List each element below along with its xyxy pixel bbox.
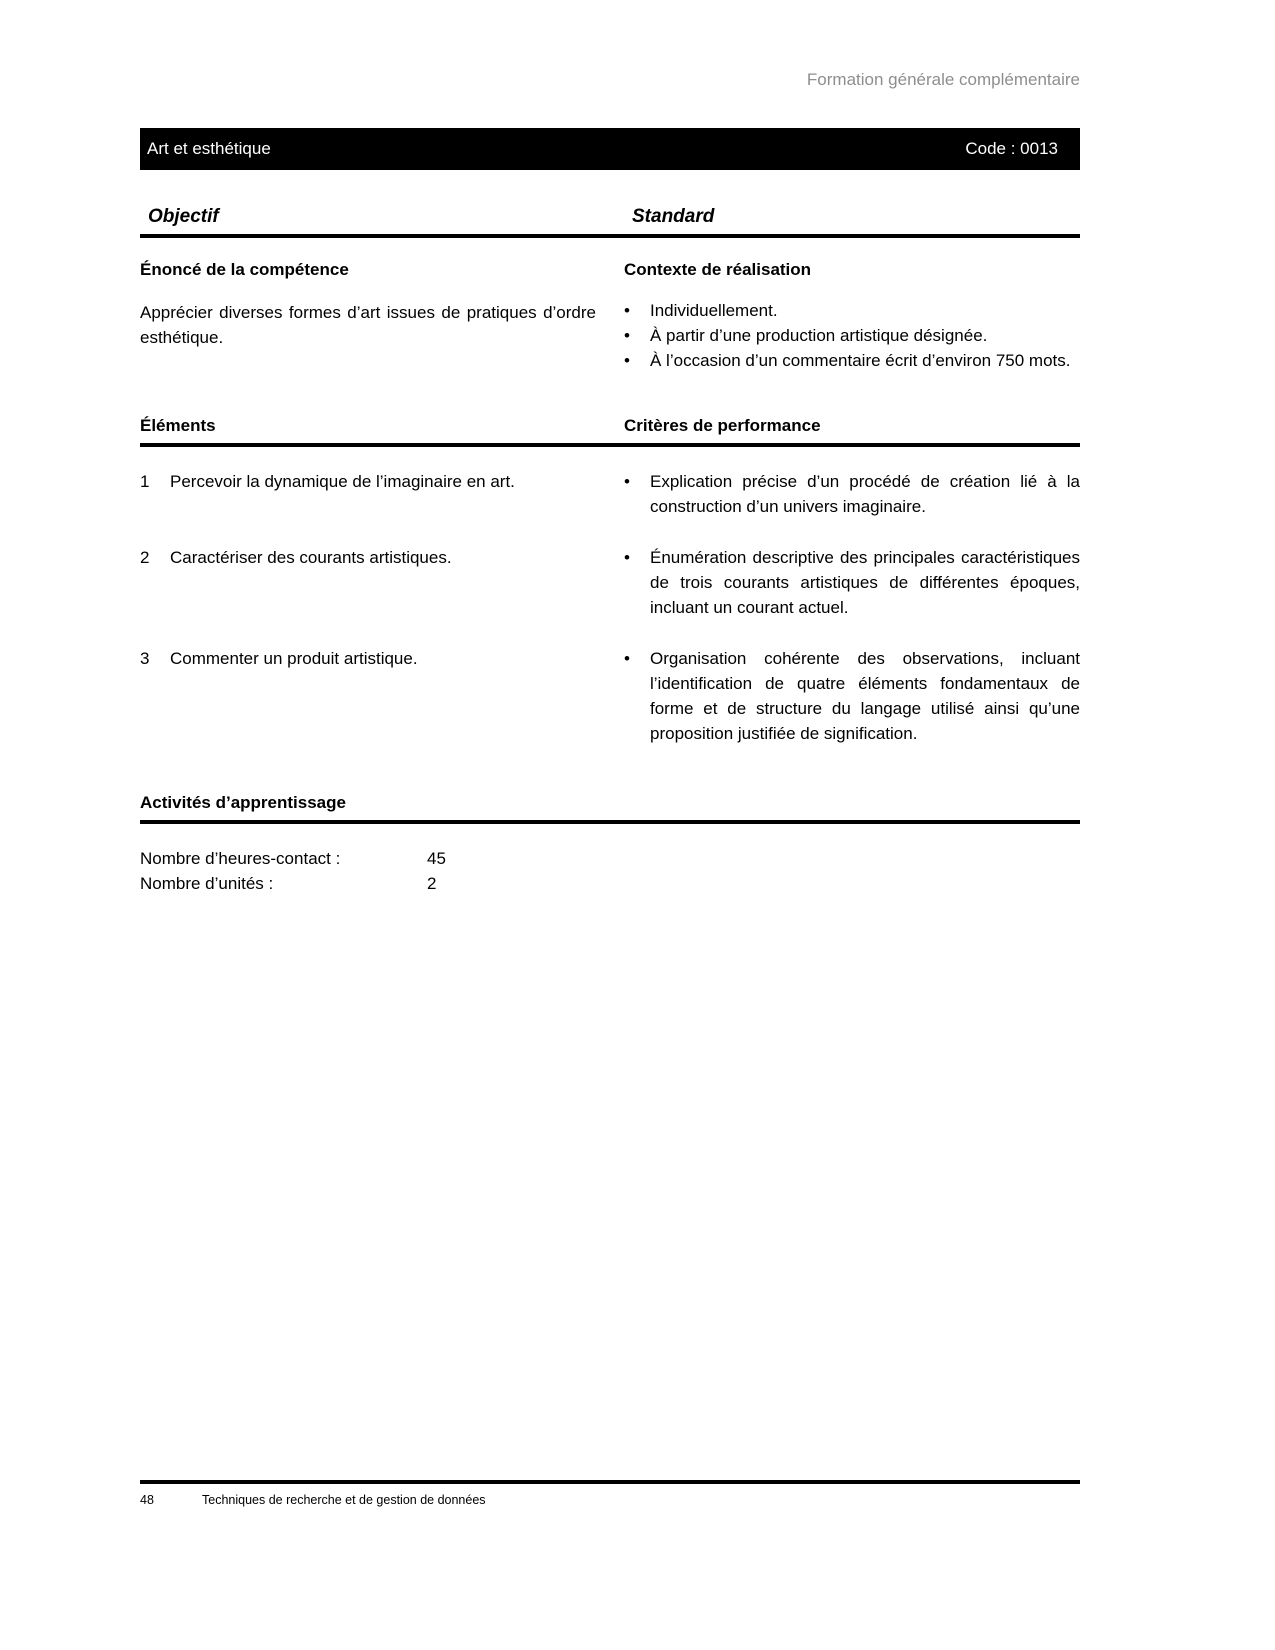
bullet-icon: • [624,326,630,345]
element-text: Percevoir la dynamique de l’imaginaire en art. [170,472,515,491]
bullet-text: À l’occasion d’un commentaire écrit d’environ 750 mots. [650,351,1071,370]
detail-row [140,846,1080,871]
page-footer [140,1480,1080,1507]
activites-title: Activités d’apprentissage [140,793,346,812]
bullet-text: Individuellement. [650,301,778,320]
contexte-bullet-list [624,298,1080,373]
course-code: Code : 0013 [965,139,1058,158]
elements-criteres-headers-row [140,415,1080,437]
list-item [624,298,1080,323]
enonce-title: Énoncé de la compétence [140,260,349,279]
detail-value: 2 [427,874,437,893]
criterion-text: Énumération descriptive des principales caractéristiques de trois courants artistiques de différentes époques, incluant un courant actuel. [650,548,1080,617]
contexte-section [624,259,1080,373]
element-number: 3 [140,649,150,668]
activites-details [140,846,1080,896]
activites-divider [140,820,1080,824]
element-criterion-row [140,646,1080,746]
criterion-item [624,646,1080,746]
competence-context-row [140,259,1080,373]
contexte-title: Contexte de réalisation [624,260,812,279]
detail-label: Nombre d’heures-contact : [140,849,341,868]
enonce-text: Apprécier diverses formes d’art issues de pratiques d’ordre esthétique. [140,303,596,347]
element-item [140,646,596,671]
bullet-icon: • [624,649,630,668]
criterion-item [624,545,1080,620]
element-number: 1 [140,472,150,491]
column-headers-row [140,206,1080,228]
elements-title: Éléments [140,416,216,435]
list-item [624,348,1080,373]
footer-document-title: Techniques de recherche et de gestion de données [202,1493,486,1507]
bullet-text: À partir d’une production artistique désignée. [650,326,988,345]
bullet-icon: • [624,548,630,567]
list-item [624,323,1080,348]
course-title: Art et esthétique [147,139,271,158]
bullet-icon: • [624,301,630,320]
detail-row [140,871,1080,896]
element-criterion-row [140,545,1080,620]
course-title-bar [140,128,1080,170]
element-number: 2 [140,548,150,567]
bullet-icon: • [624,351,630,370]
footer-divider [140,1480,1080,1484]
element-item [140,469,596,494]
criterion-text: Explication précise d’un procédé de création lié à la construction d’un univers imaginaire. [650,472,1080,516]
running-header: Formation générale complémentaire [806,70,1080,89]
header-divider [140,234,1080,238]
detail-value: 45 [427,849,446,868]
elements-divider [140,443,1080,447]
page-number: 48 [140,1493,154,1507]
enonce-section [140,259,596,373]
detail-label: Nombre d’unités : [140,874,274,893]
criteres-title: Critères de performance [624,416,821,435]
element-text: Caractériser des courants artistiques. [170,548,452,567]
criterion-item [624,469,1080,519]
objectif-header: Objectif [148,206,219,227]
element-text: Commenter un produit artistique. [170,649,418,668]
element-criterion-row [140,469,1080,519]
footer-text-row [140,1493,1080,1507]
element-item [140,545,596,570]
bullet-icon: • [624,472,630,491]
criterion-text: Organisation cohérente des observations, incluant l’identification de quatre éléments fondamentaux de forme et de structure du langage utilisé ainsi qu’une proposition justifiée de signification. [650,649,1080,743]
standard-header: Standard [632,206,715,227]
